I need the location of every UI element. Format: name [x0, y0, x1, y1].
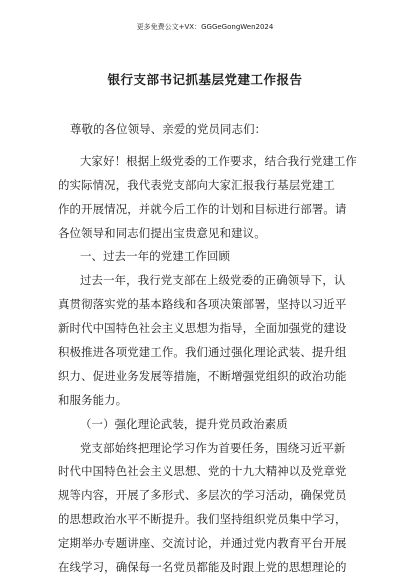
paragraph-line: 在线学习，确保每一名党员都能及时跟上党的思想理论的 [58, 560, 347, 575]
paragraph-line: 的思想政治水平不断提升。我们坚持组织党员集中学习， [58, 512, 347, 527]
paragraph-line: 作的开展情况，并就今后工作的计划和目标进行部署。请 [58, 201, 347, 216]
section-heading: 一、过去一年的党建工作回顾 [80, 249, 231, 264]
paragraph-line: 过去一年，我行党支部在上级党委的正确领导下，认 [80, 273, 346, 288]
paragraph-line: 时代中国特色社会主义思想、党的十九大精神以及党章党 [58, 464, 347, 479]
paragraph-line: 和服务能力。 [58, 392, 128, 407]
header-note: 更多免费公文+VX：GGGeGongWen2024 [136, 23, 274, 31]
salutation: 尊敬的各位领导、亲爱的党员同志们： [70, 122, 267, 136]
paragraph-line: 织力、促进业务发展等措施，不断增强党组织的政治功能 [58, 368, 347, 383]
document-body [58, 118, 358, 580]
paragraph-line: 的实际情况，我代表党支部向大家汇报我行基层党建工 [58, 177, 335, 192]
paragraph-line: 定期举办专题讲座、交流讨论，并通过党内教育平台开展 [58, 536, 347, 551]
paragraph-line: 新时代中国特色社会主义思想为指导，全面加强党的建设 [58, 321, 347, 336]
paragraph-line: 各位领导和同志们提出宝贵意见和建议。 [58, 225, 266, 240]
document-title: 银行支部书记抓基层党建工作报告 [107, 72, 303, 87]
paragraph-line: 规等内容，开展了多形式、多层次的学习活动，确保党员 [58, 488, 347, 503]
paragraph-line: 真贯彻落实党的基本路线和各项决策部署，坚持以习近平 [58, 297, 347, 312]
paragraph-line: 大家好！根据上级党委的工作要求，结合我行党建工作 [80, 153, 357, 168]
paragraph-line: 党支部始终把理论学习作为首要任务，围绕习近平新 [80, 440, 346, 455]
paragraph-line: 积极推进各项党建工作。我们通过强化理论武装、提升组 [58, 345, 347, 360]
subsection-heading: （一）强化理论武装，提升党员政治素质 [80, 416, 288, 431]
